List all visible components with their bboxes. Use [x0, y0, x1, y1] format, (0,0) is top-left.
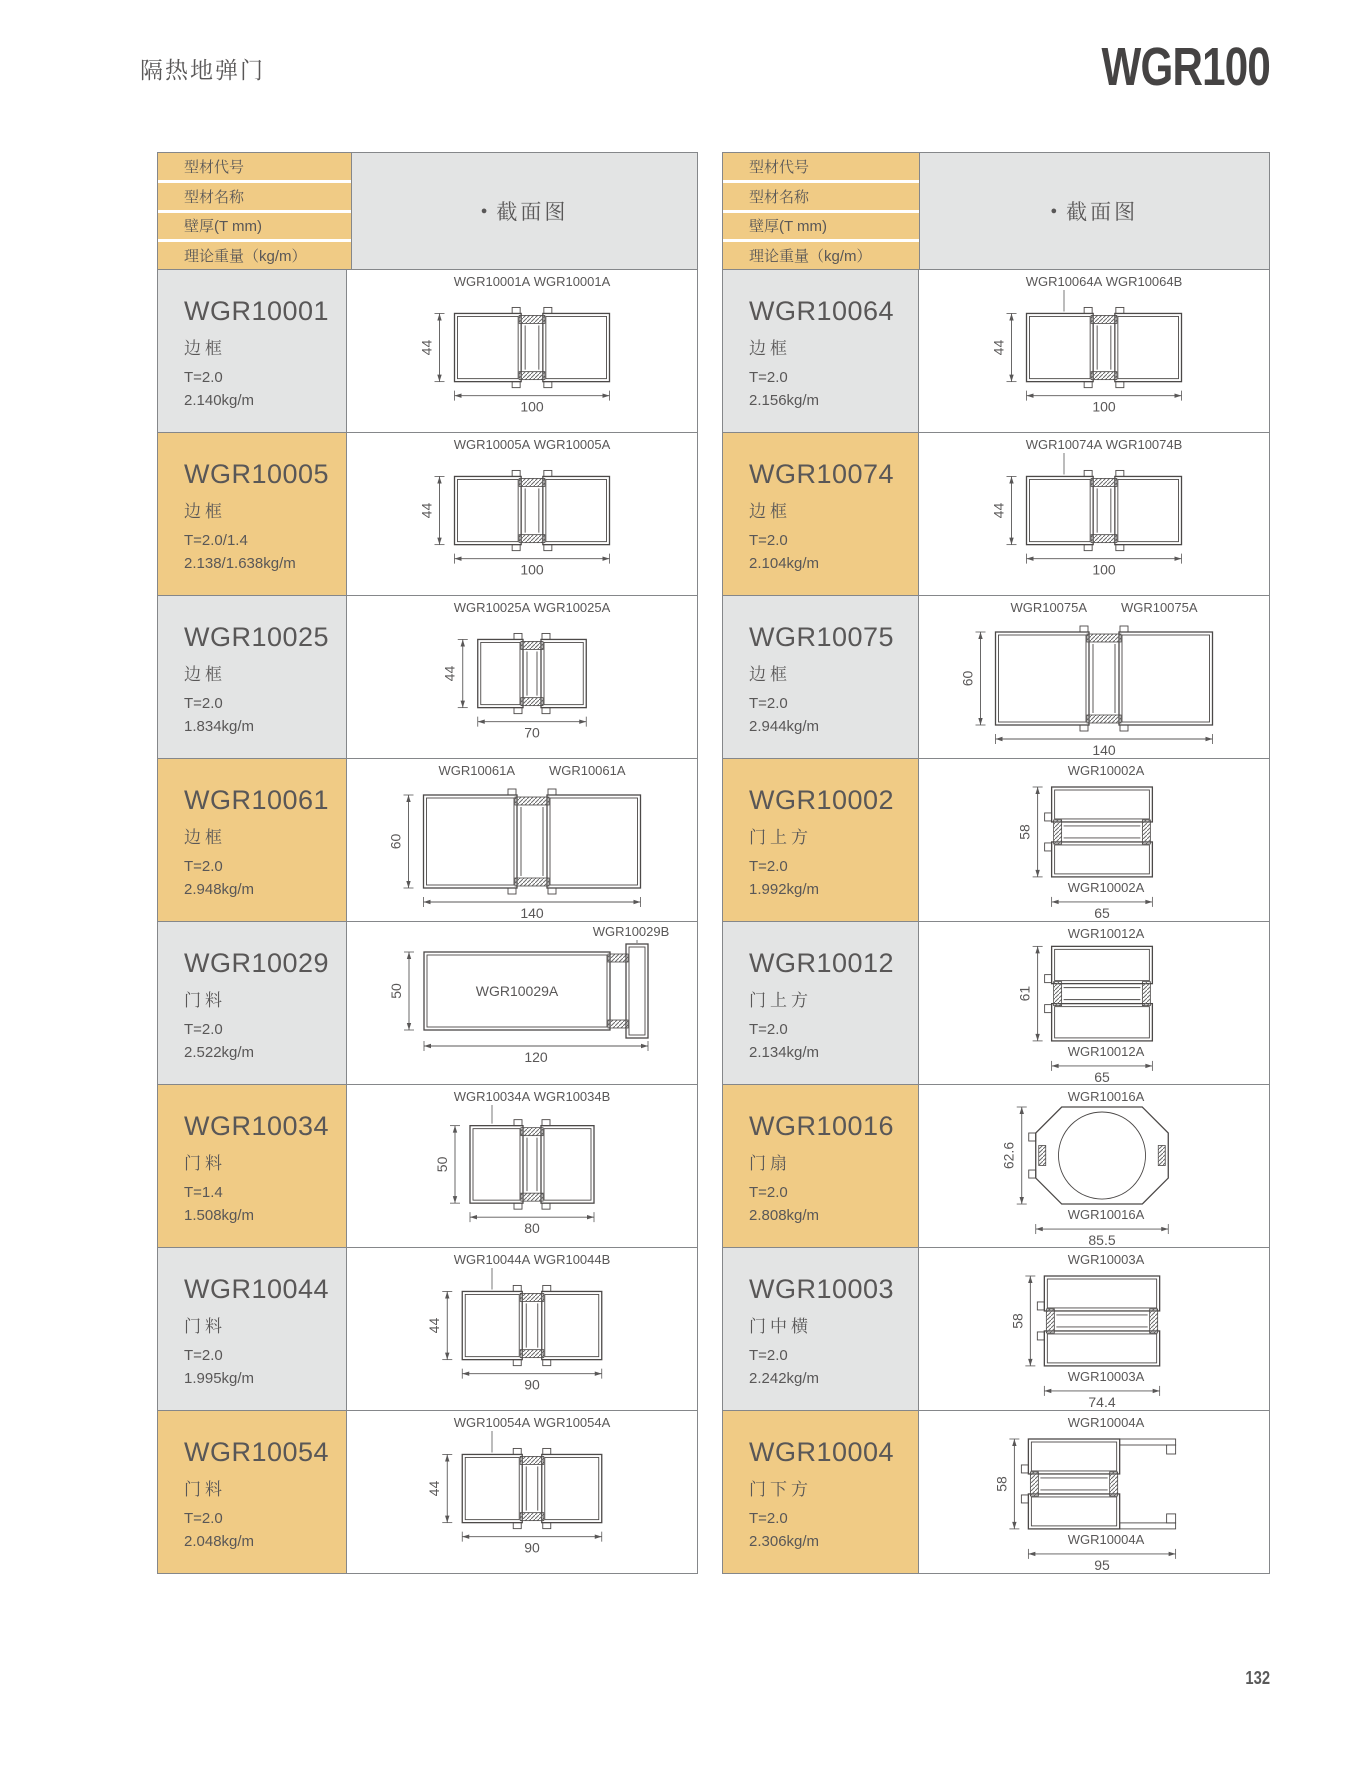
bullet-icon: ●	[480, 205, 488, 217]
header-param-row: 理论重量（kg/m）	[158, 242, 351, 269]
profile-thickness: T=2.0	[749, 857, 788, 875]
header-param-row: 理论重量（kg/m）	[723, 242, 919, 269]
cross-section-diagram	[919, 1411, 1269, 1573]
svg-text:WGR10054A: WGR10054A	[533, 1415, 611, 1430]
svg-text:WGR10075A: WGR10075A	[1010, 600, 1088, 615]
profile-info-cell	[723, 759, 919, 921]
svg-text:44: 44	[418, 339, 435, 356]
cross-section-cell	[347, 1248, 697, 1410]
section-label: 截面图	[496, 201, 569, 224]
profile-weight: 2.522kg/m	[184, 1043, 255, 1061]
profile-weight: 2.948kg/m	[184, 880, 255, 898]
svg-text:WGR10004A: WGR10004A	[1067, 1531, 1145, 1547]
svg-text:WGR10025A: WGR10025A	[453, 600, 531, 615]
svg-text:WGR10005A: WGR10005A	[533, 437, 611, 452]
profile-weight: 2.808kg/m	[749, 1206, 820, 1224]
svg-text:WGR10061A: WGR10061A	[438, 763, 516, 778]
cross-section-cell	[347, 1085, 697, 1247]
cross-section-diagram	[347, 1411, 697, 1573]
profile-code: WGR10025	[184, 622, 330, 652]
table-row	[723, 595, 1269, 758]
svg-text:100: 100	[520, 398, 544, 415]
table-row	[158, 269, 697, 432]
svg-text:WGR10054A: WGR10054A	[453, 1415, 531, 1430]
profile-info-cell	[723, 1085, 919, 1247]
svg-text:120: 120	[524, 1049, 548, 1065]
svg-text:WGR10005A: WGR10005A	[453, 437, 531, 452]
profile-weight: 2.134kg/m	[749, 1043, 820, 1061]
bullet-icon: ●	[1050, 205, 1058, 217]
table-row	[723, 921, 1269, 1084]
header-param-row: 型材名称	[723, 183, 919, 210]
cross-section-cell	[347, 270, 697, 432]
page-number: 132	[1245, 1668, 1270, 1688]
cross-section-diagram	[919, 759, 1269, 921]
svg-text:50: 50	[388, 983, 404, 999]
cross-section-cell	[919, 1411, 1269, 1573]
profile-info-cell	[158, 433, 347, 595]
table-header	[158, 153, 697, 269]
cross-section-cell	[919, 759, 1269, 921]
profile-code: WGR10002	[749, 785, 895, 815]
cross-section-cell	[919, 433, 1269, 595]
profile-weight: 2.306kg/m	[749, 1532, 820, 1550]
svg-text:140: 140	[520, 905, 544, 921]
profile-thickness: T=2.0	[749, 1509, 788, 1527]
header-param-row: 壁厚(T mm)	[723, 213, 919, 240]
profile-weight: 1.992kg/m	[749, 880, 820, 898]
header-param-row: 型材名称	[158, 183, 351, 210]
cross-section-diagram	[347, 596, 697, 758]
svg-text:WGR10012A: WGR10012A	[1067, 926, 1145, 941]
svg-text:58: 58	[1009, 1313, 1026, 1329]
cross-section-diagram	[347, 922, 697, 1084]
cross-section-diagram	[347, 1085, 697, 1247]
svg-text:90: 90	[524, 1376, 540, 1393]
svg-text:44: 44	[441, 665, 458, 682]
table-row	[723, 1410, 1269, 1573]
svg-text:90: 90	[524, 1539, 540, 1556]
cross-section-cell	[919, 1085, 1269, 1247]
table-row	[158, 1247, 697, 1410]
cross-section-diagram	[919, 1085, 1269, 1247]
profile-info-cell	[723, 596, 919, 758]
profile-name: 门料	[184, 991, 226, 1010]
cross-section-diagram	[919, 433, 1269, 595]
profile-thickness: T=2.0	[184, 694, 223, 712]
table-row	[723, 432, 1269, 595]
profile-name: 边框	[184, 502, 226, 521]
profile-name: 门中横	[749, 1317, 812, 1336]
section-header-cell	[352, 153, 697, 269]
profile-thickness: T=2.0	[184, 1020, 223, 1038]
table-row	[723, 758, 1269, 921]
cross-section-cell	[347, 922, 697, 1084]
svg-text:WGR10064B: WGR10064B	[1105, 274, 1183, 289]
table-row	[723, 1247, 1269, 1410]
svg-text:WGR10064A: WGR10064A	[1025, 274, 1103, 289]
profile-name: 边框	[749, 665, 791, 684]
svg-text:58: 58	[1016, 824, 1033, 840]
profile-thickness: T=2.0	[749, 1346, 788, 1364]
svg-text:44: 44	[426, 1480, 443, 1497]
svg-text:WGR10034B: WGR10034B	[533, 1089, 611, 1104]
svg-text:60: 60	[387, 833, 404, 850]
cross-section-diagram	[347, 1248, 697, 1410]
svg-text:WGR10061A: WGR10061A	[548, 763, 626, 778]
profile-thickness: T=2.0	[184, 1509, 223, 1527]
section-header-cell	[920, 153, 1269, 269]
svg-text:WGR10002A: WGR10002A	[1067, 763, 1145, 778]
profile-thickness: T=2.0	[749, 1183, 788, 1201]
table-row	[158, 595, 697, 758]
profile-weight: 2.048kg/m	[184, 1532, 255, 1550]
svg-text:WGR10004A: WGR10004A	[1067, 1415, 1145, 1430]
profile-info-cell	[158, 759, 347, 921]
profile-code: WGR10075	[749, 622, 895, 652]
svg-text:70: 70	[524, 724, 540, 741]
svg-text:WGR10044B: WGR10044B	[533, 1252, 611, 1267]
profile-weight: 2.104kg/m	[749, 554, 820, 572]
profile-code: WGR10064	[749, 296, 895, 326]
svg-text:WGR10012A: WGR10012A	[1067, 1043, 1145, 1059]
page-title: 隔热地弹门	[140, 57, 265, 83]
cross-section-diagram	[347, 270, 697, 432]
cross-section-cell	[919, 270, 1269, 432]
table-header	[723, 153, 1269, 269]
svg-text:50: 50	[434, 1156, 450, 1173]
profile-weight: 2.140kg/m	[184, 391, 255, 409]
profile-info-cell	[723, 1248, 919, 1410]
profile-thickness: T=2.0	[749, 694, 788, 712]
svg-text:62.6: 62.6	[1000, 1141, 1017, 1170]
svg-text:WGR10034A: WGR10034A	[453, 1089, 531, 1104]
svg-text:80: 80	[524, 1220, 540, 1237]
header-param-row: 型材代号	[723, 153, 919, 180]
profile-name: 门料	[184, 1154, 226, 1173]
svg-text:61: 61	[1016, 985, 1033, 1002]
svg-text:WGR10075A: WGR10075A	[1120, 600, 1198, 615]
profile-thickness: T=2.0/1.4	[184, 531, 248, 549]
profile-weight: 2.944kg/m	[749, 717, 820, 735]
svg-text:95: 95	[1094, 1556, 1110, 1573]
svg-text:65: 65	[1094, 1068, 1110, 1084]
svg-text:WGR10016A: WGR10016A	[1067, 1207, 1145, 1223]
table-row	[723, 1084, 1269, 1247]
profile-name: 门扇	[749, 1154, 791, 1173]
svg-text:WGR10016A: WGR10016A	[1067, 1089, 1145, 1104]
cross-section-diagram	[919, 922, 1269, 1084]
cross-section-diagram	[919, 1248, 1269, 1410]
cross-section-cell	[347, 596, 697, 758]
profile-table-right	[722, 152, 1270, 1574]
svg-text:WGR10074A: WGR10074A	[1025, 437, 1103, 452]
profile-info-cell	[158, 922, 347, 1084]
svg-text:65: 65	[1094, 904, 1110, 921]
profile-info-cell	[158, 596, 347, 758]
profile-code: WGR10074	[749, 459, 895, 489]
profile-weight: 1.834kg/m	[184, 717, 255, 735]
svg-text:44: 44	[426, 1317, 443, 1334]
profile-code: WGR10004	[749, 1437, 895, 1467]
profile-weight: 2.242kg/m	[749, 1369, 820, 1387]
svg-text:WGR10001A: WGR10001A	[453, 274, 531, 289]
profile-code: WGR10034	[184, 1111, 330, 1141]
profile-info-cell	[723, 270, 919, 432]
header-param-column	[723, 153, 920, 269]
profile-code: WGR10001	[184, 296, 330, 326]
profile-thickness: T=2.0	[184, 368, 223, 386]
svg-text:WGR10002A: WGR10002A	[1067, 879, 1145, 895]
table-row	[158, 432, 697, 595]
profile-table-left	[157, 152, 698, 1574]
profile-code: WGR10005	[184, 459, 330, 489]
header-param-row: 壁厚(T mm)	[158, 213, 351, 240]
profile-code: WGR10061	[184, 785, 330, 815]
series-code: WGR100	[1101, 37, 1270, 97]
svg-text:WGR10029A: WGR10029A	[475, 983, 559, 999]
profile-code: WGR10016	[749, 1111, 895, 1141]
cross-section-cell	[347, 1411, 697, 1573]
profile-info-cell	[723, 922, 919, 1084]
svg-text:74.4: 74.4	[1088, 1393, 1116, 1410]
svg-text:WGR10001A: WGR10001A	[533, 274, 611, 289]
profile-code: WGR10044	[184, 1274, 330, 1304]
profile-thickness: T=1.4	[184, 1183, 223, 1201]
table-row	[723, 269, 1269, 432]
profile-info-cell	[723, 1411, 919, 1573]
table-row	[158, 1084, 697, 1247]
cross-section-cell	[347, 759, 697, 921]
profile-code: WGR10012	[749, 948, 895, 978]
header-param-row: 型材代号	[158, 153, 351, 180]
svg-text:WGR10029B: WGR10029B	[592, 924, 670, 939]
svg-text:WGR10003A: WGR10003A	[1067, 1252, 1145, 1267]
profile-name: 门上方	[749, 828, 812, 847]
svg-text:85.5: 85.5	[1088, 1232, 1116, 1247]
profile-name: 边框	[184, 828, 226, 847]
cross-section-diagram	[919, 270, 1269, 432]
table-row	[158, 758, 697, 921]
profile-name: 门下方	[749, 1480, 812, 1499]
svg-text:100: 100	[1092, 398, 1116, 415]
profile-weight: 1.995kg/m	[184, 1369, 255, 1387]
profile-name: 边框	[184, 665, 226, 684]
section-label: 截面图	[1066, 201, 1139, 224]
svg-text:WGR10044A: WGR10044A	[453, 1252, 531, 1267]
svg-text:44: 44	[418, 502, 435, 519]
profile-code: WGR10054	[184, 1437, 330, 1467]
cross-section-cell	[919, 1248, 1269, 1410]
cross-section-diagram	[919, 596, 1269, 758]
svg-text:44: 44	[990, 502, 1007, 519]
profile-name: 门料	[184, 1480, 226, 1499]
profile-name: 门上方	[749, 991, 812, 1010]
profile-info-cell	[158, 270, 347, 432]
table-rows	[723, 269, 1269, 1573]
profile-thickness: T=2.0	[749, 1020, 788, 1038]
header-param-column	[158, 153, 352, 269]
svg-text:WGR10025A: WGR10025A	[533, 600, 611, 615]
profile-info-cell	[158, 1411, 347, 1573]
cross-section-cell	[919, 596, 1269, 758]
cross-section-cell	[919, 922, 1269, 1084]
cross-section-cell	[347, 433, 697, 595]
profile-weight: 1.508kg/m	[184, 1206, 255, 1224]
profile-name: 边框	[749, 502, 791, 521]
cross-section-diagram	[347, 433, 697, 595]
svg-text:60: 60	[959, 670, 976, 687]
profile-info-cell	[158, 1085, 347, 1247]
svg-text:100: 100	[520, 561, 544, 578]
profile-name: 门料	[184, 1317, 226, 1336]
profile-weight: 2.156kg/m	[749, 391, 820, 409]
profile-name: 边框	[184, 339, 226, 358]
table-row	[158, 1410, 697, 1573]
svg-text:WGR10003A: WGR10003A	[1067, 1368, 1145, 1384]
table-row	[158, 921, 697, 1084]
svg-text:44: 44	[990, 339, 1007, 356]
profile-name: 边框	[749, 339, 791, 358]
profile-thickness: T=2.0	[749, 531, 788, 549]
profile-code: WGR10003	[749, 1274, 895, 1304]
svg-text:58: 58	[993, 1476, 1010, 1492]
profile-thickness: T=2.0	[184, 1346, 223, 1364]
profile-code: WGR10029	[184, 948, 330, 978]
cross-section-diagram	[347, 759, 697, 921]
table-rows	[158, 269, 697, 1573]
profile-info-cell	[158, 1248, 347, 1410]
profile-thickness: T=2.0	[184, 857, 223, 875]
profile-weight: 2.138/1.638kg/m	[184, 554, 296, 572]
svg-text:WGR10074B: WGR10074B	[1105, 437, 1183, 452]
profile-info-cell	[723, 433, 919, 595]
profile-thickness: T=2.0	[749, 368, 788, 386]
svg-text:140: 140	[1092, 742, 1116, 758]
svg-text:100: 100	[1092, 561, 1116, 578]
